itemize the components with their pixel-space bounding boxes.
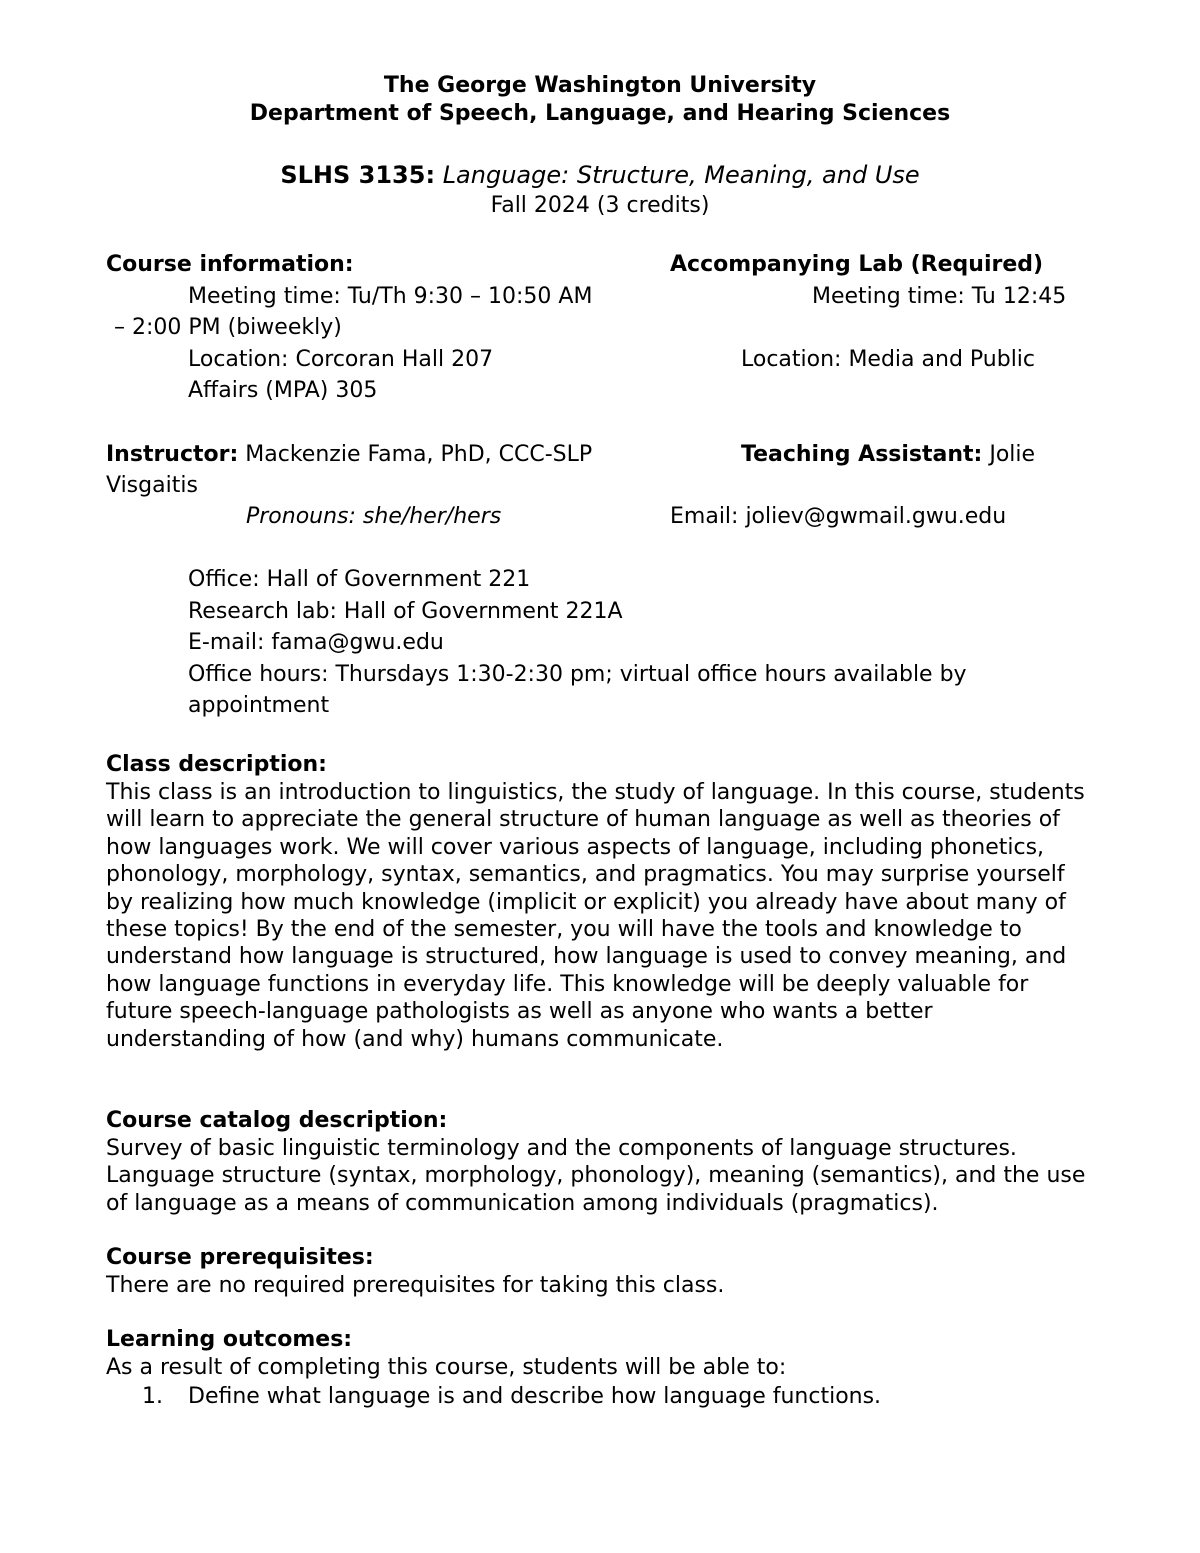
university-name: The George Washington University: [383, 73, 817, 98]
learning-outcome-number: 1.: [142, 1384, 163, 1409]
instructor-office-hours: Office hours: Thursdays 1:30-2:30 pm; virtual office hours available by: [188, 662, 967, 687]
instructor-name: Mackenzie Fama, PhD, CCC-SLP: [245, 442, 593, 467]
catalog-description-text: Survey of basic linguistic terminology and the components of language structures. Language structure (syntax, morphology, phonology), meaning (semantics), and the use of language as a means of communication among individuals (pragmatics).: [106, 1136, 1086, 1216]
instructor-office: Office: Hall of Government 221: [188, 567, 531, 592]
course-meeting-time: Meeting time: Tu/Th 9:30 – 10:50 AM: [188, 284, 593, 309]
prerequisites-heading: Course prerequisites:: [106, 1245, 374, 1270]
ta-name: Jolie: [989, 442, 1036, 467]
ta-label: Teaching Assistant:: [741, 442, 983, 467]
course-code: SLHS 3135:: [280, 161, 436, 189]
lab-location: Location: Media and Public: [741, 347, 1036, 372]
lab-meeting-time: Meeting time: Tu 12:45: [812, 284, 1067, 309]
instructor-research-lab: Research lab: Hall of Government 221A: [188, 599, 623, 624]
lab-meeting-time-wrap: – 2:00 PM (biweekly): [114, 315, 342, 340]
lab-heading: Accompanying Lab (Required): [670, 252, 1044, 277]
instructor-office-hours-wrap: appointment: [188, 693, 330, 718]
ta-email: Email: joliev@gwmail.gwu.edu: [670, 504, 1007, 529]
class-description-heading: Class description:: [106, 752, 327, 777]
ta-line: [741, 441, 1035, 469]
learning-outcomes-intro: As a result of completing this course, students will be able to:: [106, 1355, 787, 1380]
course-location: Location: Corcoran Hall 207: [188, 347, 494, 372]
course-term: Fall 2024 (3 credits): [490, 193, 710, 218]
instructor-label: Instructor:: [106, 442, 239, 467]
department-name: Department of Speech, Language, and Hearing Sciences: [249, 101, 951, 126]
instructor-line: [106, 441, 592, 469]
class-description-text: This class is an introduction to linguistics, the study of language. In this course, students will learn to appreciate the general structure of human language as well as theories of how languages work. We will cover various aspects of language, including phonetics, phonology, morphology, syntax, semantics, and pragmatics. You may surprise yourself by realizing how much knowledge (implicit or explicit) you already have about many of these topics! By the end of the semester, you will have the tools and knowledge to understand how language is structured, how language is used to convey meaning, and how language functions in everyday life. This knowledge will be deeply valuable for future speech-language pathologists as well as anyone who wants a better understanding of how (and why) humans communicate.: [106, 780, 1085, 1052]
instructor-pronouns: Pronouns: she/her/hers: [246, 504, 502, 529]
catalog-description-heading: Course catalog description:: [106, 1108, 448, 1133]
learning-outcome-item: Define what language is and describe how language functions.: [188, 1384, 882, 1409]
ta-name-wrap: Visgaitis: [106, 473, 198, 498]
lab-location-wrap: Affairs (MPA) 305: [188, 378, 378, 403]
course-title-line: [0, 160, 1200, 190]
course-title: Language: Structure, Meaning, and Use: [442, 161, 920, 189]
learning-outcomes-heading: Learning outcomes:: [106, 1327, 353, 1352]
course-info-heading: Course information:: [106, 252, 354, 277]
instructor-email: E-mail: fama@gwu.edu: [188, 630, 444, 655]
prerequisites-text: There are no required prerequisites for taking this class.: [106, 1273, 725, 1298]
